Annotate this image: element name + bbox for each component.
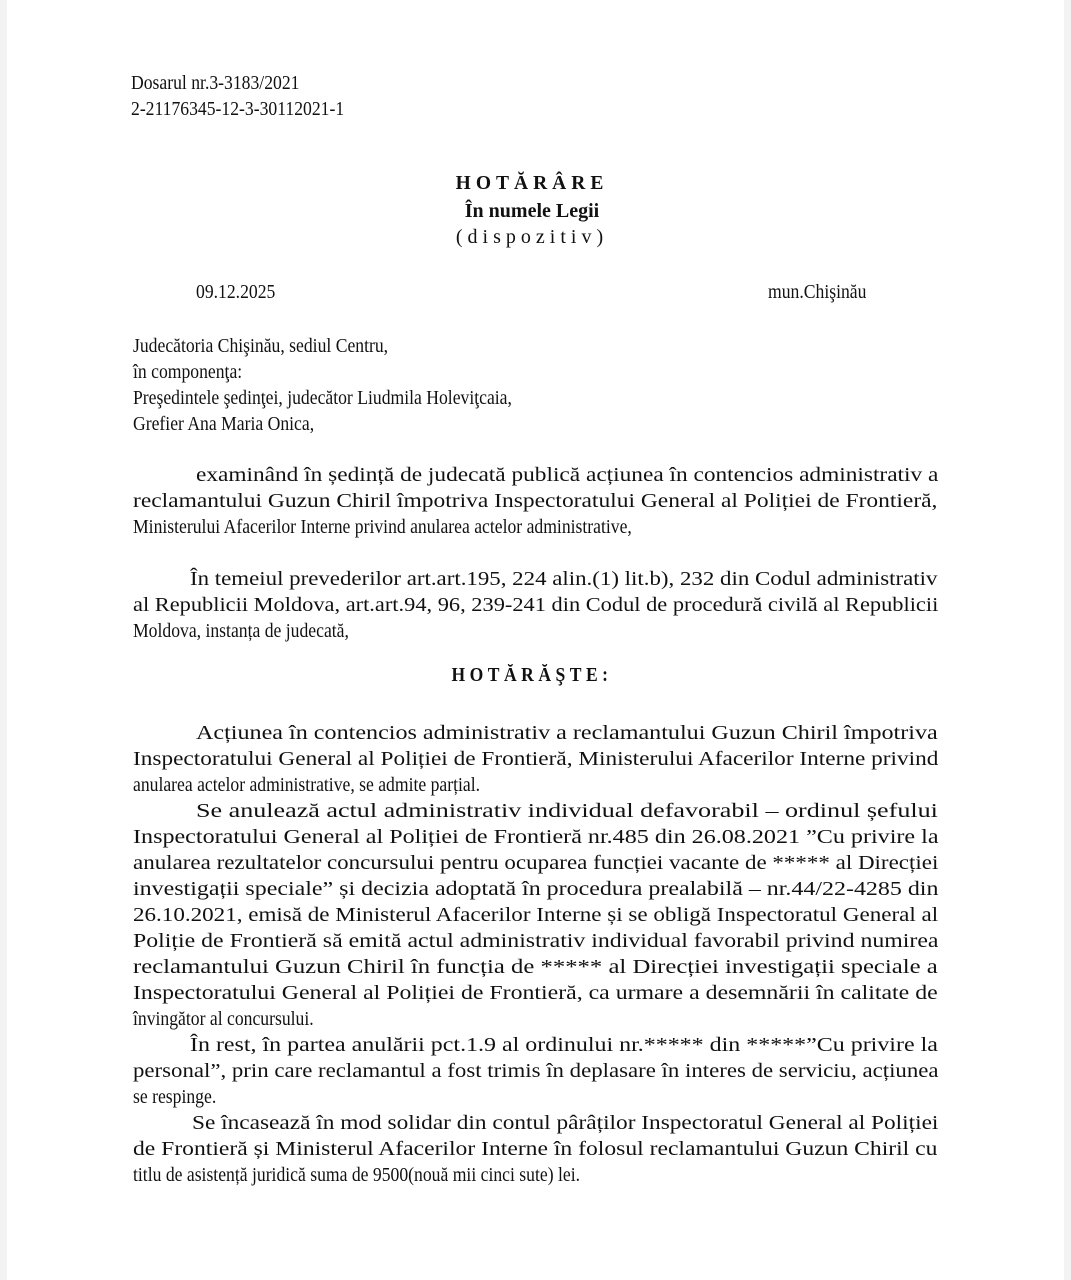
p4-line-2: de Frontieră și Ministerul Afacerilor Interne în folosul reclamantului Guzun Chiril cu <box>133 1138 938 1160</box>
court-president: Preşedintele şedinţei, judecător Liudmila Holeviţcaia, <box>133 387 512 409</box>
p2-line-1: Se anulează actul administrativ individual defavorabil – ordinul șefului <box>196 800 938 822</box>
p2-line-4: investigații speciale” și decizia adoptată în procedura prealabilă – nr.44/22-4285 din <box>133 878 939 900</box>
basis-line-2: al Republicii Moldova, art.art.94, 96, 239-241 din Codul de procedură civilă al Republicii <box>133 594 939 616</box>
decides-heading: HOTĂRĂŞTE: <box>451 665 613 686</box>
basis-line-3: Moldova, instanța de judecată, <box>133 620 349 642</box>
decision-date: 09.12.2025 <box>196 281 276 303</box>
file-number: Dosarul nr.3-3183/2021 <box>131 72 300 94</box>
examining-line-1: examinând în ședință de judecată publică acțiunea în contencios administrativ a <box>196 464 939 486</box>
court-composition-label: în componenţa: <box>133 361 243 383</box>
file-code: 2-21176345-12-3-30112021-1 <box>131 98 345 120</box>
p1-line-2: Inspectoratului General al Poliției de Frontieră, Ministerului Afacerilor Interne privind <box>133 748 939 770</box>
p1-line-1: Acțiunea în contencios administrativ a reclamantului Guzun Chiril împotriva <box>196 722 938 744</box>
p2-line-8: Inspectoratului General al Poliției de Frontieră, ca urmare a desemnării în calitate de <box>133 982 938 1004</box>
p2-line-9: învingător al concursului. <box>133 1008 314 1030</box>
court-name: Judecătoria Chişinău, sediul Centru, <box>133 335 389 357</box>
court-clerk: Grefier Ana Maria Onica, <box>133 413 315 435</box>
document-type: (dispozitiv) <box>455 226 609 248</box>
p4-line-1: Se încasează în mod solidar din contul pârâților Inspectoratul General al Poliției <box>192 1112 939 1134</box>
p2-line-6: Poliție de Frontieră să emită actul administrativ individual favorabil privind numirea <box>133 930 939 952</box>
examining-line-3: Ministerului Afacerilor Interne privind anularea actelor administrative, <box>133 516 632 538</box>
document-title: HOTĂRÂRE <box>455 173 609 194</box>
p2-line-7: reclamantului Guzun Chiril în funcția de ***** al Direcției investigații speciale a <box>133 956 938 978</box>
p2-line-2: Inspectoratului General al Poliției de Frontieră nr.485 din 26.08.2021 ”Cu privire la <box>133 826 939 848</box>
p1-line-3: anularea actelor administrative, se admite parțial. <box>133 774 481 796</box>
p4-line-3: titlu de asistență juridică suma de 9500(nouă mii cinci sute) lei. <box>133 1164 581 1186</box>
basis-line-1: În temeiul prevederilor art.art.195, 224 alin.(1) lit.b), 232 din Codul administrativ <box>190 568 938 590</box>
p2-line-5: 26.10.2021, emisă de Ministerul Afacerilor Interne și se obligă Inspectoratul General al <box>133 904 939 926</box>
document-subtitle: În numele Legii <box>464 200 600 222</box>
p2-line-3: anularea rezultatelor concursului pentru ocuparea funcției vacante de ***** al Direcției <box>133 852 939 874</box>
p3-line-2: personal”, prin care reclamantul a fost trimis în deplasare în interes de serviciu, acțiunea <box>133 1060 939 1082</box>
p3-line-3: se respinge. <box>133 1086 217 1108</box>
p3-line-1: În rest, în partea anulării pct.1.9 al ordinului nr.***** din *****”Cu privire la <box>190 1034 938 1056</box>
examining-line-2: reclamantului Guzun Chiril împotriva Inspectoratului General al Poliției de Frontieră, <box>133 490 938 512</box>
decision-location: mun.Chişinău <box>768 281 867 303</box>
